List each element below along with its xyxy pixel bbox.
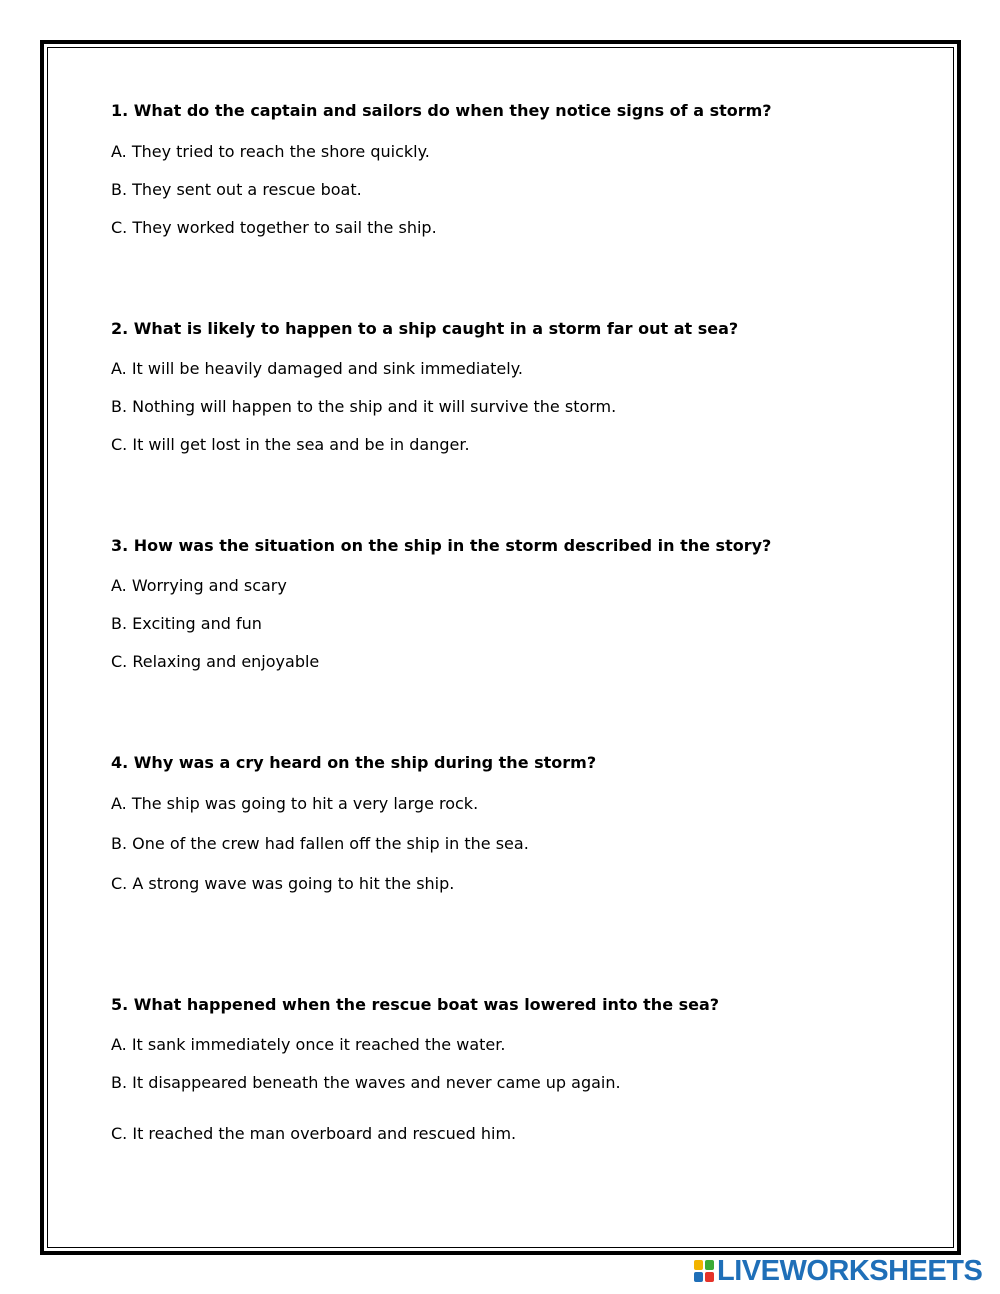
question-4-option-b[interactable]: B. One of the crew had fallen off the ship in the sea. [111,834,529,853]
liveworksheets-brand[interactable] [694,1257,982,1285]
logo-square-red [705,1272,714,1282]
question-2-text: 2. What is likely to happen to a ship caught in a storm far out at sea? [111,319,739,338]
question-2-option-c[interactable]: C. It will get lost in the sea and be in danger. [111,435,470,454]
question-1-option-c[interactable]: C. They worked together to sail the ship. [111,218,437,237]
question-1-option-a[interactable]: A. They tried to reach the shore quickly. [111,142,430,161]
question-3-text: 3. How was the situation on the ship in the storm described in the story? [111,536,772,555]
question-2-option-a[interactable]: A. It will be heavily damaged and sink immediately. [111,359,523,378]
liveworksheets-logo-icon [694,1260,714,1282]
question-3-option-b[interactable]: B. Exciting and fun [111,614,262,633]
logo-square-blue [694,1272,703,1282]
question-4-text: 4. Why was a cry heard on the ship during the storm? [111,753,597,772]
question-5-option-b[interactable]: B. It disappeared beneath the waves and never came up again. [111,1073,621,1092]
question-1-option-b[interactable]: B. They sent out a rescue boat. [111,180,362,199]
question-2-option-b[interactable]: B. Nothing will happen to the ship and it will survive the storm. [111,397,617,416]
question-3-option-a[interactable]: A. Worrying and scary [111,576,287,595]
question-5-option-c[interactable]: C. It reached the man overboard and rescued him. [111,1124,517,1143]
question-3-option-c[interactable]: C. Relaxing and enjoyable [111,652,320,671]
question-5-option-a[interactable]: A. It sank immediately once it reached the water. [111,1035,506,1054]
question-5-text: 5. What happened when the rescue boat was lowered into the sea? [111,995,720,1014]
logo-square-yellow [694,1260,703,1270]
question-1-text: 1. What do the captain and sailors do when they notice signs of a storm? [111,101,772,120]
logo-square-green [705,1260,714,1270]
liveworksheets-wordmark: LIVEWORKSHEETS [717,1255,983,1287]
question-4-option-c[interactable]: C. A strong wave was going to hit the ship. [111,874,455,893]
question-4-option-a[interactable]: A. The ship was going to hit a very large rock. [111,794,479,813]
